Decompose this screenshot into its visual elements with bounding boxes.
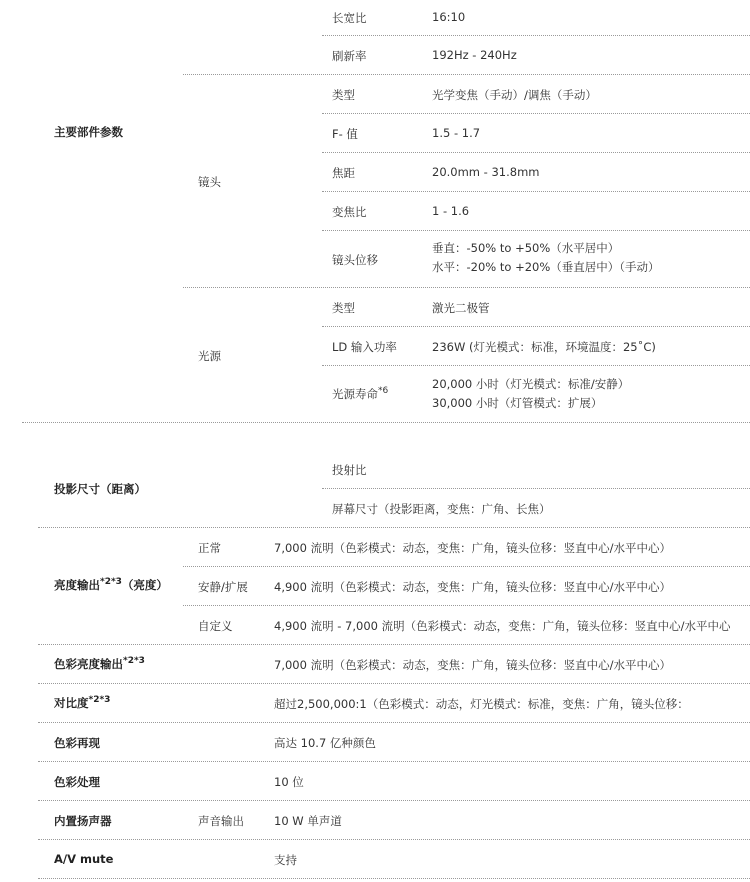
refresh-rate-label: 刷新率 [332,49,367,63]
zoom-ratio-label: 变焦比 [332,205,367,219]
light-life-value [432,375,629,413]
lens-shift-value [432,239,660,277]
brightness-mode-custom: 自定义 [198,619,233,633]
color-reproduction-value: 高达 10.7 亿种颜色 [274,736,376,750]
speaker-sub-label: 声音输出 [198,814,244,828]
focal-length-value: 20.0mm - 31.8mm [432,165,540,179]
row-divider [322,35,750,36]
aspect-ratio-value: 16:10 [432,10,466,24]
row-divider [183,566,750,567]
brightness-value-normal: 7,000 流明（色彩模式：动态，变焦：广角，镜头位移：竖直中心/水平中心） [274,541,671,555]
section-divider [38,761,750,762]
row-divider [322,230,750,231]
row-divider [322,365,750,366]
lens-group-label: 镜头 [198,175,221,189]
light-type-label: 类型 [332,301,355,315]
color-brightness-label: 色彩亮度输出$^{*2*3}$ [54,656,145,671]
row-divider [322,326,750,327]
color-reproduction-label: 色彩再现 [54,736,100,750]
throw-ratio-label: 投射比 [332,463,367,477]
brightness-value-quiet: 4,900 流明（色彩模式：动态，变焦：广角，镜头位移：竖直中心/水平中心） [274,580,671,594]
light-life-standard: 20,000 小时（灯光模式：标准/安静） [432,377,630,391]
av-mute-label: A/V mute [54,852,114,866]
footnote-mark: *6 [378,386,389,396]
row-divider [183,605,750,606]
contrast-label: 对比度$^{*2*3}$ [54,695,111,710]
section-divider [38,878,750,879]
lens-type-value: 光学变焦（手动）/调焦（手动） [432,88,597,102]
light-type-value: 激光二极管 [432,301,490,315]
projection-size-label: 投影尺寸（距离） [54,482,146,496]
brightness-value-custom: 4,900 流明 - 7,000 流明（色彩模式：动态，变焦：广角，镜头位移：竖直中心/水平中心 [274,619,731,633]
light-life-label: 光源寿命$^{*6}$ [332,386,389,401]
section-divider [38,839,750,840]
ld-power-label: LD 输入功率 [332,340,397,354]
row-divider [183,287,750,288]
brightness-mode-quiet: 安静/扩展 [198,580,248,594]
zoom-ratio-value: 1 - 1.6 [432,204,470,218]
row-divider [322,191,750,192]
footnote-mark: *2*3 [100,577,122,587]
color-processing-label: 色彩处理 [54,775,100,789]
f-number-label: F- 值 [332,127,358,141]
brightness-label: 亮度输出$^{*2*3}$（亮度） [54,577,168,592]
section-divider [38,683,750,684]
section-divider [38,644,750,645]
color-brightness-value: 7,000 流明（色彩模式：动态，变焦：广角，镜头位移：竖直中心/水平中心） [274,658,671,672]
brightness-mode-normal: 正常 [198,541,221,555]
lens-shift-horizontal: 水平：-20% to +20%（垂直居中）（手动） [432,260,660,274]
refresh-rate-value: 192Hz - 240Hz [432,48,517,62]
speaker-label: 内置扬声器 [54,814,112,828]
color-processing-value: 10 位 [274,775,304,789]
lens-shift-label: 镜头位移 [332,253,378,267]
lens-shift-vertical: 垂直：-50% to +50%（水平居中） [432,241,620,255]
row-divider [322,113,750,114]
aspect-ratio-label: 长宽比 [332,11,367,25]
f-number-value: 1.5 - 1.7 [432,126,481,140]
light-life-extended: 30,000 小时（灯管模式：扩展） [432,396,603,410]
light-source-group-label: 光源 [198,349,221,363]
screen-size-label: 屏幕尺寸（投影距离，变焦：广角、长焦） [332,502,551,516]
row-divider [322,488,750,489]
section-divider [38,527,750,528]
main-specs-label: 主要部件参数 [54,125,123,139]
row-divider [322,152,750,153]
lens-type-label: 类型 [332,88,355,102]
footnote-mark: *2*3 [88,695,111,705]
contrast-value: 超过2,500,000:1（色彩模式：动态，灯光模式：标准，变焦：广角，镜头位移： [274,697,689,711]
focal-length-label: 焦距 [332,166,355,180]
section-divider [38,800,750,801]
av-mute-value: 支持 [274,853,297,867]
footnote-mark: *2*3 [123,656,145,666]
ld-power-value: 236W (灯光模式：标准，环境温度：25˚C) [432,340,656,354]
speaker-value: 10 W 单声道 [274,814,342,828]
section-divider [22,422,750,423]
row-divider [183,74,750,75]
section-divider [38,722,750,723]
